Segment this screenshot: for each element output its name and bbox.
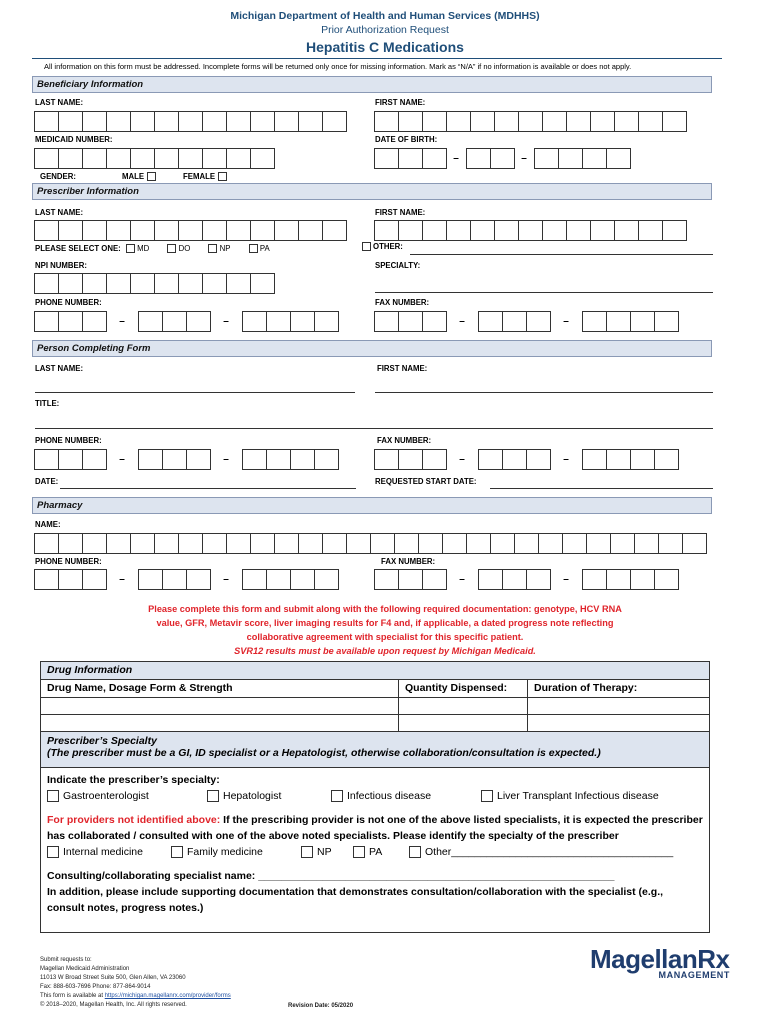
specialty-option-2[interactable] — [353, 844, 409, 860]
md-label: MD — [137, 244, 150, 253]
prescriber-phone-label: PHONE NUMBER: — [35, 298, 102, 307]
pharmacy-fax-boxes[interactable]: – – — [374, 569, 678, 590]
specialty-option[interactable] — [207, 788, 331, 804]
pc-last-name-label: LAST NAME: — [35, 364, 84, 373]
female-checkbox[interactable] — [218, 172, 227, 181]
consulting-specialist[interactable]: Consulting/collaborating specialist name: _____________________________________________________________ — [47, 870, 615, 882]
not-identified-text2: has collaborated / consulted with one of the above noted specialists. Please identify the specialty of the prescriber — [47, 830, 619, 842]
gastro-label: Gastroenterologist — [63, 790, 149, 802]
pa-specialty-checkbox[interactable] — [353, 846, 365, 858]
pharmacy-name-label: NAME: — [35, 520, 61, 529]
specialty-body — [41, 768, 709, 920]
requested-start-label: REQUESTED START DATE: — [375, 477, 477, 486]
internal-medicine-checkbox[interactable] — [47, 846, 59, 858]
requested-start-line[interactable] — [490, 488, 713, 489]
male-label: MALE — [122, 172, 145, 181]
male-checkbox[interactable] — [147, 172, 156, 181]
family-medicine-checkbox[interactable] — [171, 846, 183, 858]
family-medicine-label: Family medicine — [187, 846, 263, 858]
pc-phone-label: PHONE NUMBER: — [35, 436, 102, 445]
required-docs-line2: value, GFR, Metavir score, liver imaging results for F4 and, if applicable, a dated progress note reflecting — [156, 618, 614, 628]
specialty-option-2[interactable] — [171, 844, 301, 860]
pc-title-line[interactable] — [35, 428, 713, 429]
beneficiary-first-name-boxes[interactable] — [374, 111, 686, 132]
specialty-subtitle: (The prescriber must be a GI, ID specialist or a Hepatologist, otherwise collaboration/consultation is expected.) — [47, 747, 601, 759]
logo-subtitle: MANAGEMENT — [658, 970, 730, 980]
prescriber-phone-boxes[interactable]: – – — [34, 311, 338, 332]
footer-line3: 11013 W Broad Street Suite 500, Glen Allen, VA 23060 — [40, 975, 186, 981]
gender-male-option[interactable] — [122, 172, 156, 181]
pc-last-name-line[interactable] — [35, 392, 355, 393]
pc-date-line[interactable] — [60, 488, 356, 489]
prescriber-section-header: Prescriber Information — [32, 183, 712, 200]
beneficiary-last-name-label: LAST NAME: — [35, 98, 84, 107]
infectious-checkbox[interactable] — [331, 790, 343, 802]
specialty-section-header — [41, 732, 709, 768]
dob-boxes[interactable]: – – — [374, 148, 630, 169]
forms-link[interactable]: https://michigan.magellanrx.com/provider/forms — [104, 993, 231, 999]
infectious-label: Infectious disease — [347, 790, 432, 802]
drug-col-qty: Quantity Dispensed: — [399, 680, 528, 697]
other-line[interactable] — [410, 254, 713, 255]
prescriber-first-name-label: FIRST NAME: — [375, 208, 426, 217]
form-title: Hepatitis C Medications — [306, 39, 464, 55]
np-checkbox[interactable] — [208, 244, 217, 253]
specialty-option[interactable] — [47, 788, 207, 804]
liver-transplant-label: Liver Transplant Infectious disease — [497, 790, 659, 802]
required-docs-notice — [40, 602, 730, 658]
specialty-option-2[interactable] — [301, 844, 353, 860]
beneficiary-first-name-label: FIRST NAME: — [375, 98, 426, 107]
footer-line2: Magellan Medicaid Administration — [40, 966, 130, 972]
specialty-line[interactable] — [375, 292, 713, 293]
npi-boxes[interactable] — [34, 273, 274, 294]
specialty-title: Prescriber’s Specialty — [47, 735, 157, 747]
hepatologist-label: Hepatologist — [223, 790, 282, 802]
pa-checkbox[interactable] — [249, 244, 258, 253]
drug-header-row — [41, 680, 709, 698]
pc-first-name-line[interactable] — [375, 392, 713, 393]
pc-phone-boxes[interactable]: – – — [34, 449, 338, 470]
drug-row[interactable] — [41, 698, 709, 715]
prescriber-last-name-boxes[interactable] — [34, 220, 346, 241]
select-one-row — [35, 244, 270, 253]
np-specialty-checkbox[interactable] — [301, 846, 313, 858]
other-specialty-checkbox[interactable] — [409, 846, 421, 858]
female-label: FEMALE — [183, 172, 216, 181]
npi-label: NPI NUMBER: — [35, 261, 87, 270]
pc-fax-label: FAX NUMBER: — [377, 436, 432, 445]
pharmacy-section-header: Pharmacy — [32, 497, 712, 514]
footer-line5: This form is available at https://michigan.magellanrx.com/provider/forms — [40, 993, 231, 999]
pharmacy-fax-label: FAX NUMBER: — [381, 557, 436, 566]
dob-label: DATE OF BIRTH: — [375, 135, 438, 144]
not-identified-paragraph — [47, 812, 703, 828]
other-specialty-label: Other______________________________________ — [425, 846, 674, 858]
do-checkbox[interactable] — [167, 244, 176, 253]
internal-medicine-label: Internal medicine — [63, 846, 143, 858]
do-label: DO — [178, 244, 191, 253]
instruction-note: All information on this form must be addressed. Incomplete forms will be returned only once for missing information. Mark as “N/A” if no information is available or does not apply. — [44, 62, 632, 71]
liver-transplant-checkbox[interactable] — [481, 790, 493, 802]
pc-fax-boxes[interactable]: – – — [374, 449, 678, 470]
drug-col-name: Drug Name, Dosage Form & Strength — [41, 680, 399, 697]
specialty-options — [47, 788, 703, 804]
specialty-label: SPECIALTY: — [375, 261, 421, 270]
footer-address — [40, 956, 231, 1010]
beneficiary-section-header: Beneficiary Information — [32, 76, 712, 93]
prescriber-last-name-label: LAST NAME: — [35, 208, 84, 217]
select-one-label: PLEASE SELECT ONE: — [35, 244, 121, 253]
other-checkbox[interactable] — [362, 242, 371, 251]
gender-female-option[interactable] — [183, 172, 227, 181]
md-checkbox[interactable] — [126, 244, 135, 253]
medicaid-number-label: MEDICAID NUMBER: — [35, 135, 113, 144]
specialty-options-2 — [47, 844, 703, 860]
logo-wordmark: MagellanRx — [590, 944, 730, 974]
person-completing-section-header: Person Completing Form — [32, 340, 712, 357]
drug-col-duration: Duration of Therapy: — [534, 682, 638, 694]
pc-first-name-label: FIRST NAME: — [377, 364, 428, 373]
medicaid-number-boxes[interactable] — [34, 148, 274, 169]
revision-date: Revision Date: 05/2020 — [288, 1003, 354, 1009]
gender-label: GENDER: — [40, 172, 76, 181]
np-label: NP — [219, 244, 231, 253]
pc-title-label: TITLE: — [35, 399, 60, 408]
title-rule — [32, 58, 722, 59]
request-type: Prior Authorization Request — [321, 24, 449, 36]
drug-and-specialty-table — [40, 661, 710, 933]
beneficiary-last-name-boxes[interactable] — [34, 111, 346, 132]
footer-line6: © 2018–2020, Magellan Health, Inc. All rights reserved. — [40, 1002, 187, 1008]
other-option[interactable] — [362, 242, 403, 251]
other-label: OTHER: — [373, 242, 403, 251]
specialty-option[interactable] — [331, 788, 481, 804]
pharmacy-phone-label: PHONE NUMBER: — [35, 557, 102, 566]
specialty-option-2[interactable] — [409, 844, 673, 860]
drug-row[interactable] — [41, 715, 709, 732]
footer-line1: Submit requests to: — [40, 957, 92, 963]
required-docs-line1: Please complete this form and submit along with the following required documentation: genotype, HCV RNA — [148, 604, 622, 614]
pc-date-label: DATE: — [35, 477, 59, 486]
prescriber-fax-boxes[interactable]: – – — [374, 311, 678, 332]
pa-label: PA — [259, 244, 270, 253]
specialty-option-2[interactable] — [47, 844, 171, 860]
prescriber-fax-label: FAX NUMBER: — [375, 298, 430, 307]
prescriber-first-name-boxes[interactable] — [374, 220, 686, 241]
np-specialty-label: NP — [317, 846, 332, 858]
required-docs-line3: collaborative agreement with specialist for this specific patient. — [246, 632, 524, 642]
gastro-checkbox[interactable] — [47, 790, 59, 802]
pa-specialty-label: PA — [369, 846, 383, 858]
drug-section-header: Drug Information — [41, 662, 709, 680]
required-docs-line4: SVR12 results must be available upon request by Michigan Medicaid. — [234, 646, 536, 656]
addition-line2: consult notes, progress notes.) — [47, 902, 204, 914]
indicate-specialty: Indicate the prescriber’s specialty: — [47, 774, 220, 786]
pharmacy-phone-boxes[interactable]: – – — [34, 569, 338, 590]
agency-title: Michigan Department of Health and Human Services (MDHHS) — [230, 10, 540, 22]
not-identified-text: If the prescribing provider is not one of the above listed specialists, it is expected the prescriber — [220, 814, 703, 826]
specialty-option[interactable] — [481, 788, 659, 804]
addition-line1: In addition, please include supporting documentation that demonstrates consultation/collaboration with the specialist (e.g., — [47, 886, 664, 898]
footer-line4: Fax: 888-603-7696 Phone: 877-864-9014 — [40, 984, 151, 990]
hepatologist-checkbox[interactable] — [207, 790, 219, 802]
not-identified-red: For providers not identified above: — [47, 814, 221, 826]
pharmacy-name-boxes[interactable] — [34, 533, 706, 554]
magellan-rx-logo — [590, 944, 740, 980]
